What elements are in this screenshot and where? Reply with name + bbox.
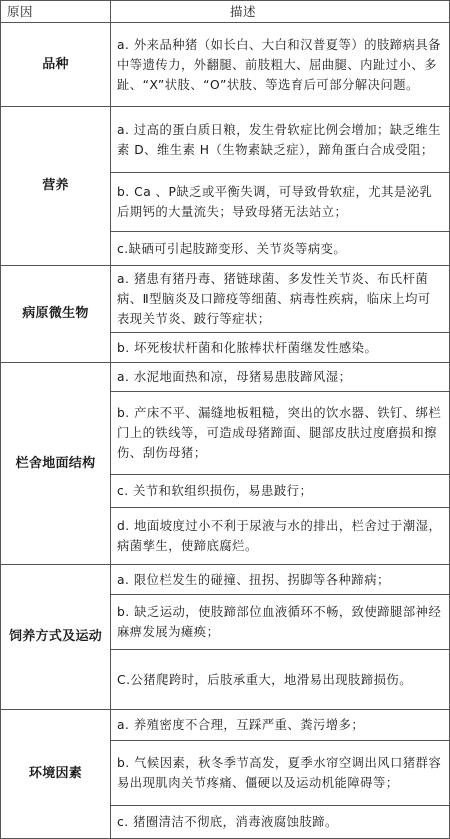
description-cell: a. 水泥地面热和凉，母猪易患肢蹄风湿； (111, 363, 450, 392)
table-row (1, 23, 450, 107)
description-cell: C.公猪爬跨时，后肢承重大，地滑易出现肢蹄损伤。 (111, 650, 450, 710)
category-cell: 营养 (1, 107, 111, 266)
description-cell: b. 产床不平、漏缝地板粗糙，突出的饮水器、铁钉、绑栏门上的铁线等，可造成母猪蹄面、腿部皮肤过度磨损和擦伤、刮伤母猪； (111, 392, 450, 475)
description-cell: b. 坏死梭状杆菌和化脓棒状杆菌继发性感染。 (111, 333, 450, 363)
table-row (1, 266, 450, 333)
description-cell: c.缺硒可引起肢蹄变形、关节炎等病变。 (111, 232, 450, 266)
category-cell: 病原微生物 (1, 266, 111, 363)
description-cell: b. Ca 、P缺乏或平衡失调，可导致骨软症，尤其是泌乳后期钙的大量流失；导致母猪无法站立； (111, 173, 450, 232)
table-row (1, 107, 450, 173)
description-cell: a. 外来品种猪（如长白、大白和汉普夏等）的肢蹄病具备中等遗传力，外翻腿、前肢粗大、屈曲腿、内趾过小、多趾、“X”状肢、“O”状肢、等选育后可部分解决问题。 (111, 23, 450, 107)
description-cell: a. 限位栏发生的碰撞、扭拐、拐脚等各种蹄病； (111, 565, 450, 595)
category-cell: 品种 (1, 23, 111, 107)
description-cell: a. 过高的蛋白质日粮，发生骨软症比例会增加；缺乏维生素 D、维生素 H（生物素缺乏症），蹄角蛋白合成受阻； (111, 107, 450, 173)
header-cause: 原因 (1, 1, 111, 23)
header-description: 描述 (111, 1, 450, 23)
table-row (1, 710, 450, 741)
description-cell: b. 缺乏运动，使肢蹄部位血液循环不畅，致使蹄腿部神经麻痹发展为瘫痪； (111, 595, 450, 650)
description-cell: a. 养殖密度不合理，互踩严重、粪污增多； (111, 710, 450, 741)
description-cell: a. 猪患有猪丹毒、猪链球菌、多发性关节炎、布氏杆菌病、Ⅱ型脑炎及口蹄疫等细菌、病毒性疾病，临床上均可表现关节炎、跛行等症状； (111, 266, 450, 333)
table-row (1, 565, 450, 595)
header-row (1, 1, 450, 23)
description-cell: c. 猪圈清洁不彻底，消毒液腐蚀肢蹄。 (111, 806, 450, 839)
category-cell: 饲养方式及运动 (1, 565, 111, 710)
description-cell: c. 关节和软组织损伤，易患跛行； (111, 475, 450, 508)
table-row (1, 363, 450, 392)
description-cell: d. 地面坡度过小不利于尿液与水的排出，栏舍过于潮湿，病菌孳生，使蹄底腐烂。 (111, 508, 450, 565)
category-cell: 栏舍地面结构 (1, 363, 111, 565)
category-cell: 环境因素 (1, 710, 111, 839)
description-cell: b. 气候因素，秋冬季节高发，夏季水帘空调出风口猪群容易出现肌肉关节疼痛、僵硬以及运动机能障碍等； (111, 741, 450, 806)
